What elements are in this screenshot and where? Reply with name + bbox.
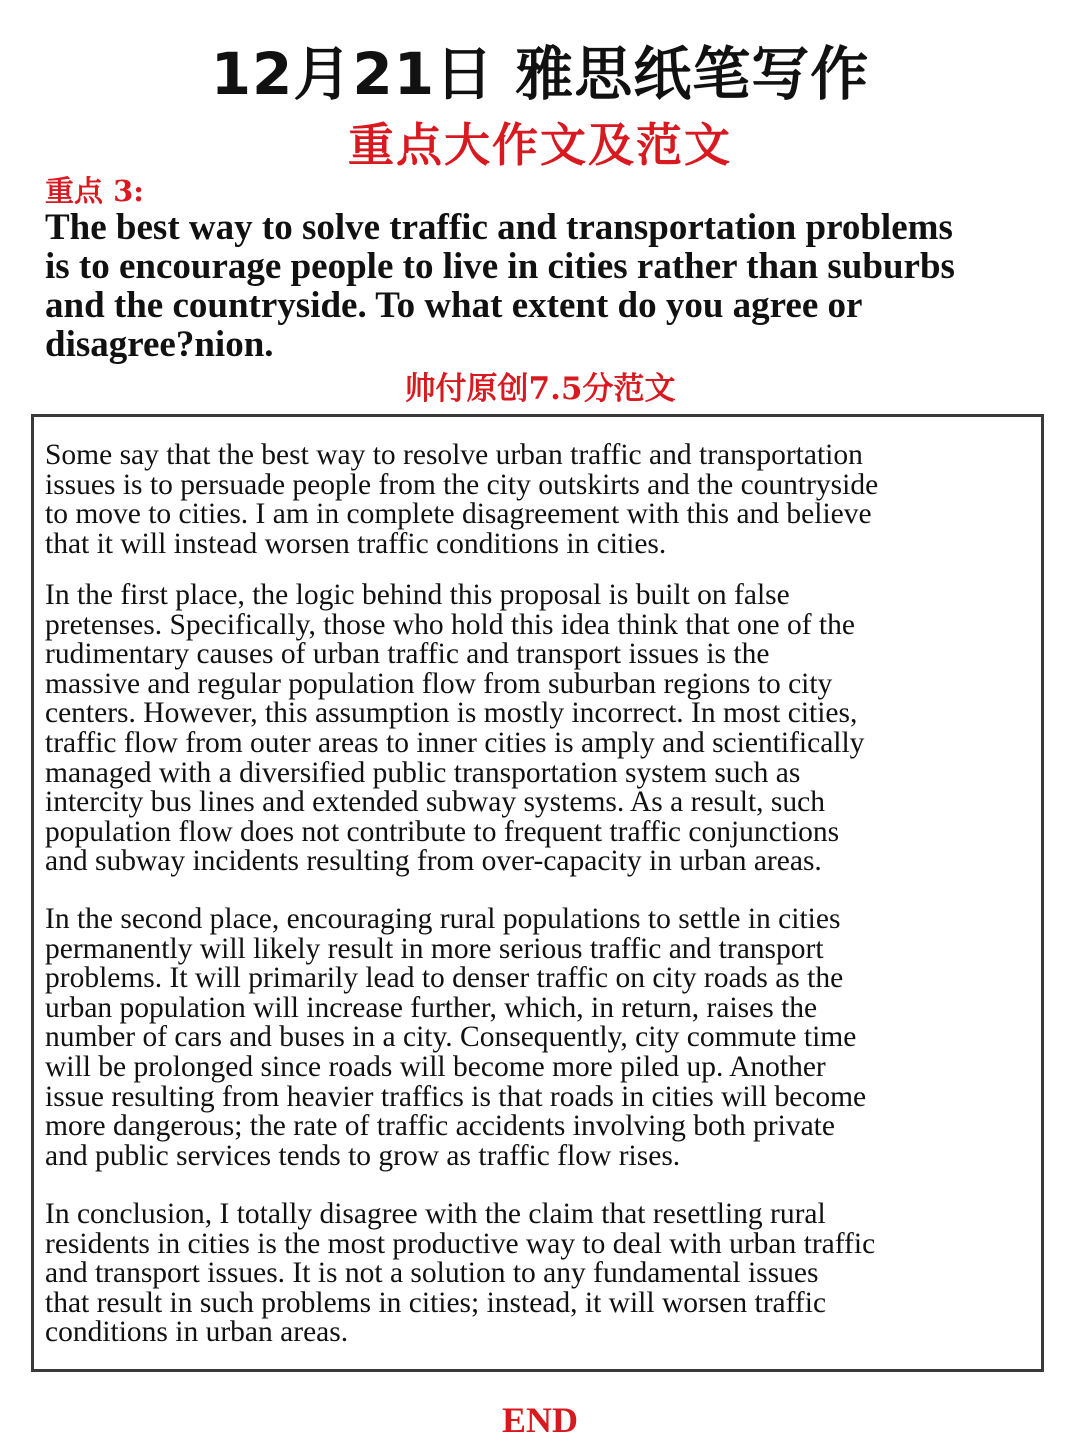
essay-line: and subway incidents resulting from over-capacity in urban areas.: [45, 845, 822, 878]
essay-line: Some say that the best way to resolve urban traffic and transportation: [45, 439, 863, 471]
end-label: END: [501, 1400, 578, 1440]
essay-line: and transport issues. It is not a solution to any fundamental issues: [45, 1257, 819, 1290]
essay-line: conditions in urban areas.: [45, 1316, 349, 1349]
essay-line: more dangerous; the rate of traffic accidents involving both private: [45, 1110, 835, 1143]
essay-line: massive and regular population flow from suburban regions to city: [45, 667, 833, 700]
question-line: The best way to solve traffic and transportation problems: [45, 207, 953, 248]
question-label: 重点 3:: [45, 174, 144, 208]
essay-line: centers. However, this assumption is mostly incorrect. In most cities,: [45, 697, 858, 730]
essay-line: issues is to persuade people from the city outskirts and the countryside: [45, 468, 879, 501]
essay-line: issue resulting from heavier traffics is that roads in cities will become: [45, 1080, 867, 1113]
essay-line: that result in such problems in cities; instead, it will worsen traffic: [45, 1286, 827, 1319]
essay-line: intercity bus lines and extended subway systems. As a result, such: [45, 786, 825, 819]
essay-line: pretenses. Specifically, those who hold this idea think that one of the: [45, 608, 855, 641]
essay-line: will be prolonged since roads will become more piled up. Another: [45, 1050, 826, 1083]
essay-line: problems. It will primarily lead to denser traffic on city roads as the: [45, 962, 844, 995]
essay-line: to move to cities. I am in complete disagreement with this and believe: [45, 498, 872, 531]
essay-box: [31, 414, 1044, 1372]
sample-essay-label: 帅付原创7.5分范文: [404, 371, 676, 407]
question-line: disagree?nion.: [45, 324, 274, 365]
essay-paragraph-conclusion: [45, 1200, 1040, 1348]
essay-line: rudimentary causes of urban traffic and transport issues is the: [45, 638, 770, 671]
essay-line: traffic flow from outer areas to inner cities is amply and scientifically: [45, 726, 865, 759]
essay-line: In conclusion, I totally disagree with the claim that resettling rural: [45, 1198, 826, 1230]
essay-line: In the second place, encouraging rural populations to settle in cities: [45, 903, 841, 935]
essay-line: and public services tends to grow as traffic flow rises.: [45, 1139, 681, 1172]
essay-paragraph-body-1: [45, 581, 1040, 877]
page-subtitle: 重点大作文及范文: [348, 118, 732, 172]
essay-paragraph-body-2: [45, 905, 1040, 1171]
essay-line: In the first place, the logic behind this proposal is built on false: [45, 579, 790, 611]
page-title: 12月21日 雅思纸笔写作: [210, 40, 870, 108]
essay-line: that it will instead worsen traffic conditions in cities.: [45, 527, 667, 560]
essay-paragraph-intro: [45, 441, 1040, 559]
essay-line: residents in cities is the most productive way to deal with urban traffic: [45, 1227, 876, 1260]
essay-line: permanently will likely result in more serious traffic and transport: [45, 932, 824, 965]
question-line: and the countryside. To what extent do you agree or: [45, 285, 863, 326]
essay-line: population flow does not contribute to frequent traffic conjunctions: [45, 815, 840, 848]
question-line: is to encourage people to live in cities rather than suburbs: [45, 246, 955, 287]
question-text: [45, 208, 1065, 364]
essay-line: urban population will increase further, which, in return, raises the: [45, 991, 818, 1024]
essay-line: number of cars and buses in a city. Consequently, city commute time: [45, 1021, 857, 1054]
essay-line: managed with a diversified public transportation system such as: [45, 756, 801, 789]
